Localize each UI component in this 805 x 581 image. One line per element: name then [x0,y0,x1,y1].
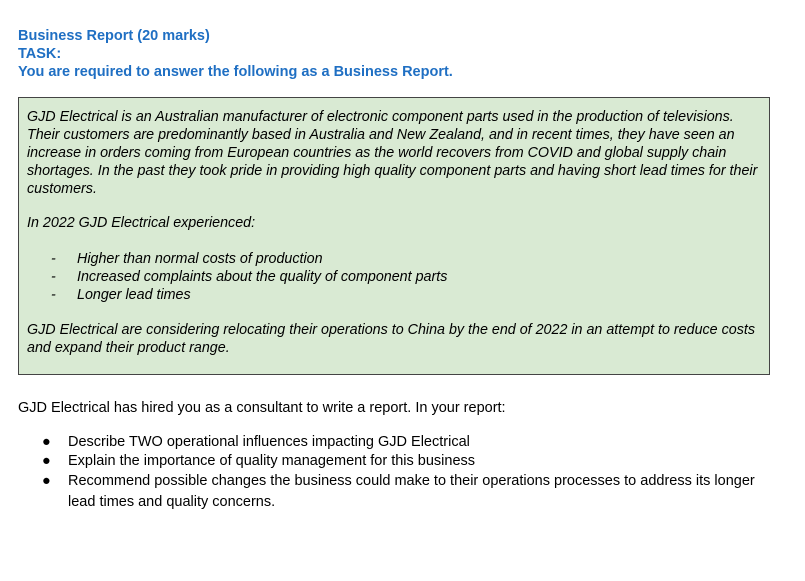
case-study-box [18,97,770,375]
list-item: - Higher than normal costs of production [51,251,323,267]
list-item-text: Higher than normal costs of production [77,251,323,267]
list-item-text: Describe TWO operational influences impacting GJD Electrical [68,434,470,450]
report-title: Business Report (20 marks) [18,28,210,44]
case-intro: GJD Electrical is an Australian manufacturer of electronic component parts used in the production of televisions. Their customers are predominantly based in Australia and New Zealand, and in recent times, they have seen an increase in orders coming from European countries as the world recovers from COVID and global supply chain shortages. In the past they took pride in providing high quality component parts and having short lead times for their customers. [27,109,758,197]
list-item: ● Recommend possible changes the business could make to their operations processes to address its longer lead times and quality concerns. [42,473,755,510]
report-task-list [18,433,778,513]
list-item-text: Increased complaints about the quality of component parts [77,269,448,285]
task-label: TASK: [18,46,62,62]
list-item-text: Explain the importance of quality management for this business [68,453,476,469]
consultant-instruction: GJD Electrical has hired you as a consultant to write a report. In your report: [18,400,506,416]
case-experienced-lead: In 2022 GJD Electrical experienced: [27,215,256,231]
case-issues-list [27,250,761,304]
case-closing: GJD Electrical are considering relocating their operations to China by the end of 2022 in an attempt to reduce costs and expand their product range. [27,322,755,356]
task-instruction: You are required to answer the following as a Business Report. [18,64,453,80]
list-item: - Longer lead times [51,287,191,303]
list-item: ● Explain the importance of quality management for this business [42,453,476,469]
list-item: - Increased complaints about the quality of component parts [51,269,448,285]
list-item-text: Recommend possible changes the business could make to their operations processes to address its longer lead times and quality concerns. [68,473,755,510]
list-item-text: Longer lead times [77,287,191,303]
list-item: ● Describe TWO operational influences impacting GJD Electrical [42,434,470,450]
report-header [18,27,453,81]
